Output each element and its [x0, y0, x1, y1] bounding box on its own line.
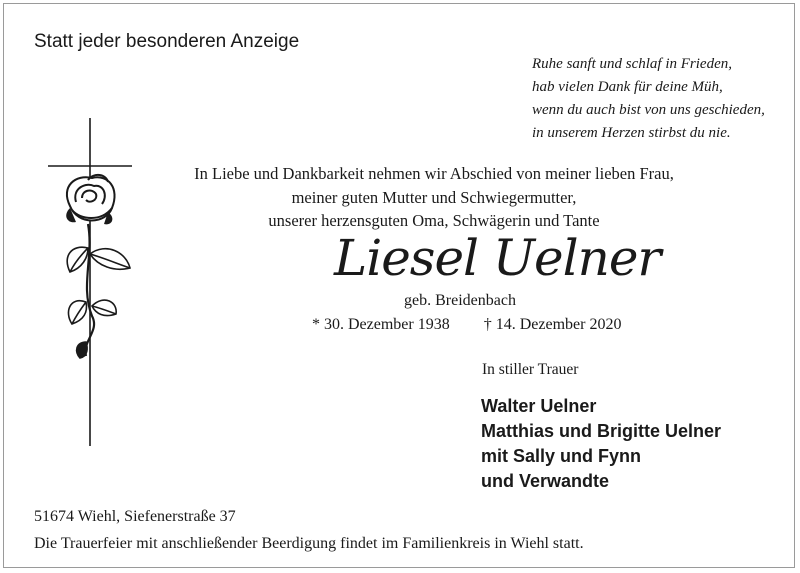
poem — [532, 53, 765, 145]
intro-line: In Liebe und Dankbarkeit nehmen wir Abschied von meiner lieben Frau, — [194, 164, 674, 183]
intro-line: meiner guten Mutter und Schwiegermutter, — [291, 187, 577, 207]
poem-line: in unserem Herzen stirbst du nie. — [532, 125, 731, 141]
deceased-name: Liesel Uelner — [334, 229, 661, 287]
life-dates — [312, 316, 621, 334]
family-member: Matthias und Brigitte Uelner — [481, 421, 722, 441]
funeral-notice: Die Trauerfeier mit anschließender Beerdigung findet im Familienkreis in Wiehl statt. — [34, 535, 584, 552]
intro-text — [184, 162, 684, 233]
family-member: Walter Uelner — [481, 396, 597, 416]
death-date: 14. Dezember 2020 — [495, 316, 622, 333]
poem-line: wenn du auch bist von uns geschieden, — [532, 102, 765, 118]
birth-symbol: * — [312, 316, 320, 333]
cross-with-rose-icon — [42, 116, 138, 451]
death-symbol: † — [483, 316, 492, 333]
family-list — [481, 394, 721, 494]
poem-line: hab vielen Dank für deine Müh, — [532, 79, 723, 95]
maiden-name: geb. Breidenbach — [404, 292, 516, 309]
birth-date: 30. Dezember 1938 — [324, 316, 450, 333]
family-member: mit Sally und Fynn — [481, 446, 642, 466]
address: 51674 Wiehl, Siefenerstraße 37 — [34, 508, 236, 525]
intro-line: unserer herzensguten Oma, Schwägerin und Tante — [268, 211, 600, 230]
mourning-label: In stiller Trauer — [482, 361, 579, 378]
headline: Statt jeder besonderen Anzeige — [34, 31, 300, 52]
poem-line: Ruhe sanft und schlaf in Frieden, — [532, 56, 732, 72]
family-member: und Verwandte — [481, 471, 610, 491]
announcement-frame — [3, 3, 795, 568]
